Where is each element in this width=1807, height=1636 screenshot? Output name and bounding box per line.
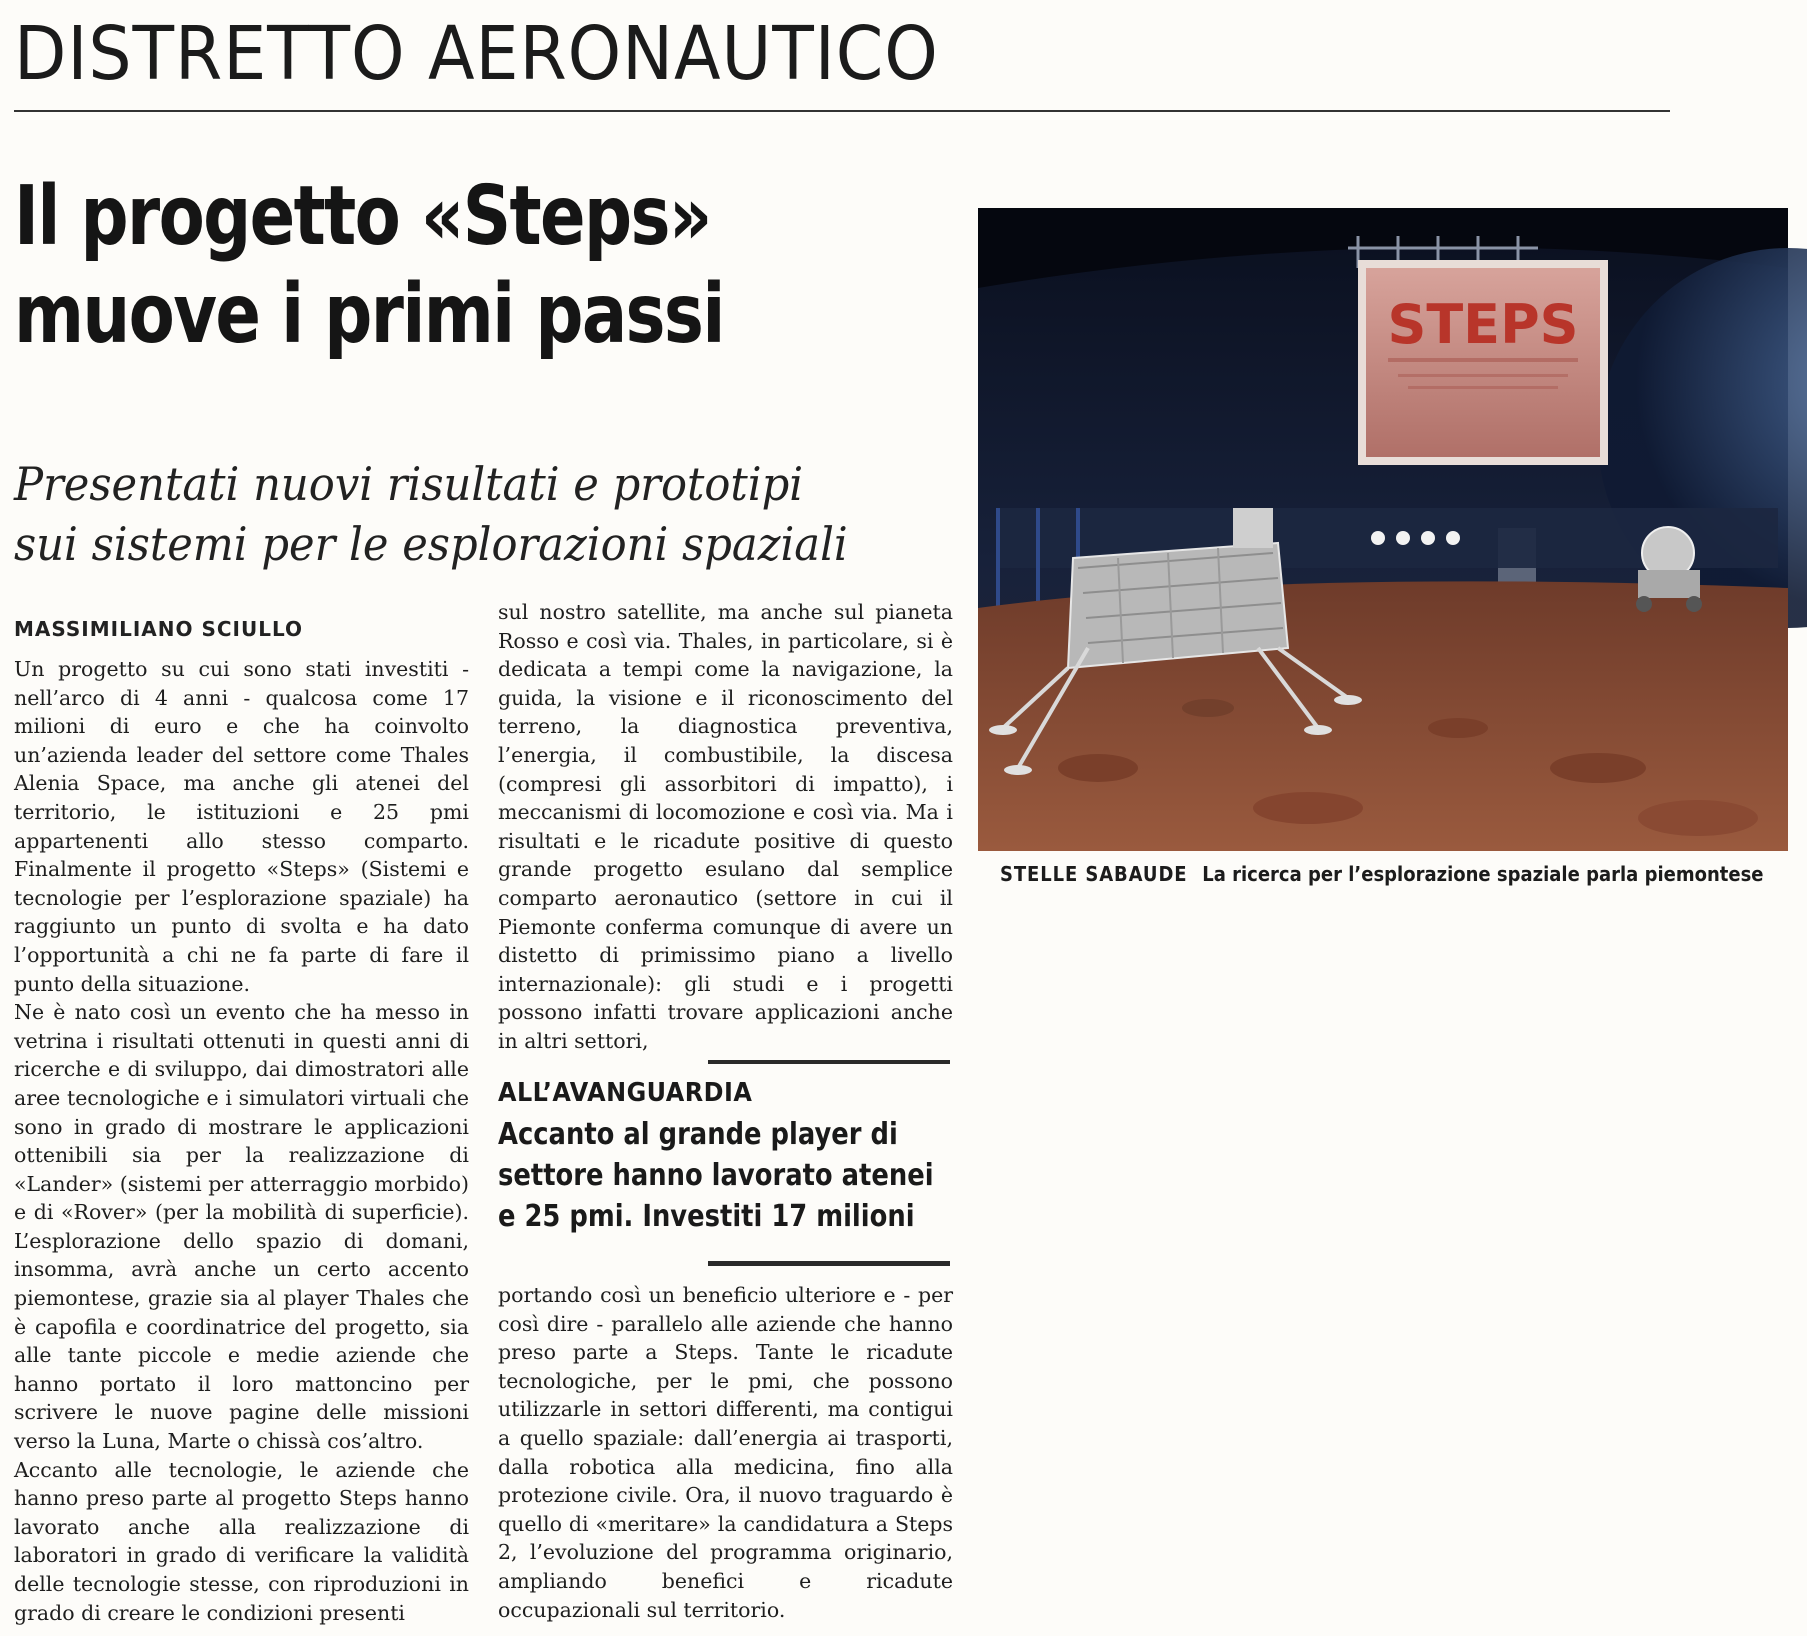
- lander-photo-illustration: [978, 208, 1788, 851]
- article-column-2-top: [498, 598, 953, 1053]
- article-column-1: [14, 655, 469, 1630]
- article-paragraph: Ne è nato così un evento che ha messo in vetrina i risultati ottenuti in questi anni di ricerche e di sviluppo, dai dimostratori alle aree tecnologiche e i simulatori virtuali che sono in grado di mostrare le applicazioni ottenibili sia per la realizzazione di «Lander» (sistemi per atterraggio morbido) e di «Rover» (per la mobilità di superficie). L’esplorazione dello spazio di domani, insomma, avrà anche un certo accento piemontese, grazie sia al player Thales che è capofila e coordinatrice del progetto, sia alle tante piccole e medie aziende che hanno portato il loro mattoncino per scrivere le nuove pagine delle missioni verso la Luna, Marte o chissà cos’altro.: [14, 1000, 469, 1454]
- pull-quote-rule-top: [708, 1060, 950, 1064]
- caption-text: La ricerca per l’esplorazione spaziale parla piemontese: [1202, 862, 1764, 886]
- headline: [14, 168, 826, 364]
- pull-quote-kicker: ALL’AVANGUARDIA: [498, 1078, 753, 1108]
- pull-quote-line: Accanto al grande player di: [498, 1117, 898, 1152]
- subheadline: [14, 454, 935, 574]
- article-paragraph: Accanto alle tecnologie, le aziende che hanno preso parte al progetto Steps hanno lavorato anche alla realizzazione di laboratori in grado di verificare la validità delle tecnologie stesse, con riproduzioni in grado di creare le condizioni presenti: [14, 1457, 469, 1625]
- article-paragraph: Un progetto su cui sono stati investiti - nell’arco di 4 anni - qualcosa come 17 milioni di euro e che ha coinvolto un’azienda leader del settore come Thales Alenia Space, ma anche gli atenei del territorio, le istituzioni e 25 pmi appartenenti allo stesso comparto. Finalmente il progetto «Steps» (Sistemi e tecnologie per l’esplorazione spaziale) ha raggiunto un punto di svolta e ha dato l’opportunità a chi ne fa parte di fare il punto della situazione.: [14, 657, 469, 996]
- article-column-2-bottom: [498, 1281, 953, 1631]
- byline: MASSIMILIANO SCIULLO: [14, 617, 303, 641]
- section-title: DISTRETTO AERONAUTICO: [14, 11, 939, 97]
- pull-quote-text: [498, 1114, 950, 1237]
- article-paragraph: portando così un beneficio ulteriore e - per così dire - parallelo alle aziende che hanno preso parte a Steps. Tante le ricadute tecnologiche, per le pmi, che possono utilizzarle in settori differenti, ma contigui a quello spaziale: dall’energia ai trasporti, dalla robotica alla medicina, fino alla protezione civile. Ora, il nuovo traguardo è quello di «meritare» la candidatura a Steps 2, l’evoluzione del programma originario, ampliando benefici e ricadute occupazionali sul territorio.: [498, 1283, 953, 1622]
- pull-quote-rule-bottom: [708, 1261, 950, 1266]
- screen-title: STEPS: [1387, 293, 1579, 356]
- headline-line-2: muove i primi passi: [14, 267, 724, 362]
- headline-line-1: Il progetto «Steps»: [14, 169, 711, 264]
- photo-caption: [1000, 862, 1764, 886]
- pull-quote-line: e 25 pmi. Investiti 17 milioni: [498, 1199, 915, 1234]
- pull-quote-line: settore hanno lavorato atenei: [498, 1158, 934, 1193]
- pull-quote: [498, 1060, 950, 1266]
- lander-photo: [978, 208, 1788, 851]
- subheadline-line-2: sui sistemi per le esplorazioni spaziali: [14, 517, 848, 571]
- section-rule: [14, 110, 1670, 112]
- subheadline-line-1: Presentati nuovi risultati e prototipi: [14, 457, 804, 511]
- caption-kicker: STELLE SABAUDE: [1000, 862, 1188, 886]
- article-paragraph: sul nostro satellite, ma anche sul pianeta Rosso e così via. Thales, in particolare, si è dedicata a tempi come la navigazione, la guida, la visione e il riconoscimento del terreno, la diagnostica preventiva, l’energia, il combustibile, la discesa (compresi gli assorbitori di impatto), i meccanismi di locomozione e così via. Ma i risultati e le ricadute positive di questo grande progetto esulano dal semplice comparto aeronautico (settore in cui il Piemonte conferma comunque di avere un distetto di primissimo piano a livello internazionale): gli studi e i progetti possono infatti trovare applicazioni anche in altri settori,: [498, 600, 953, 1053]
